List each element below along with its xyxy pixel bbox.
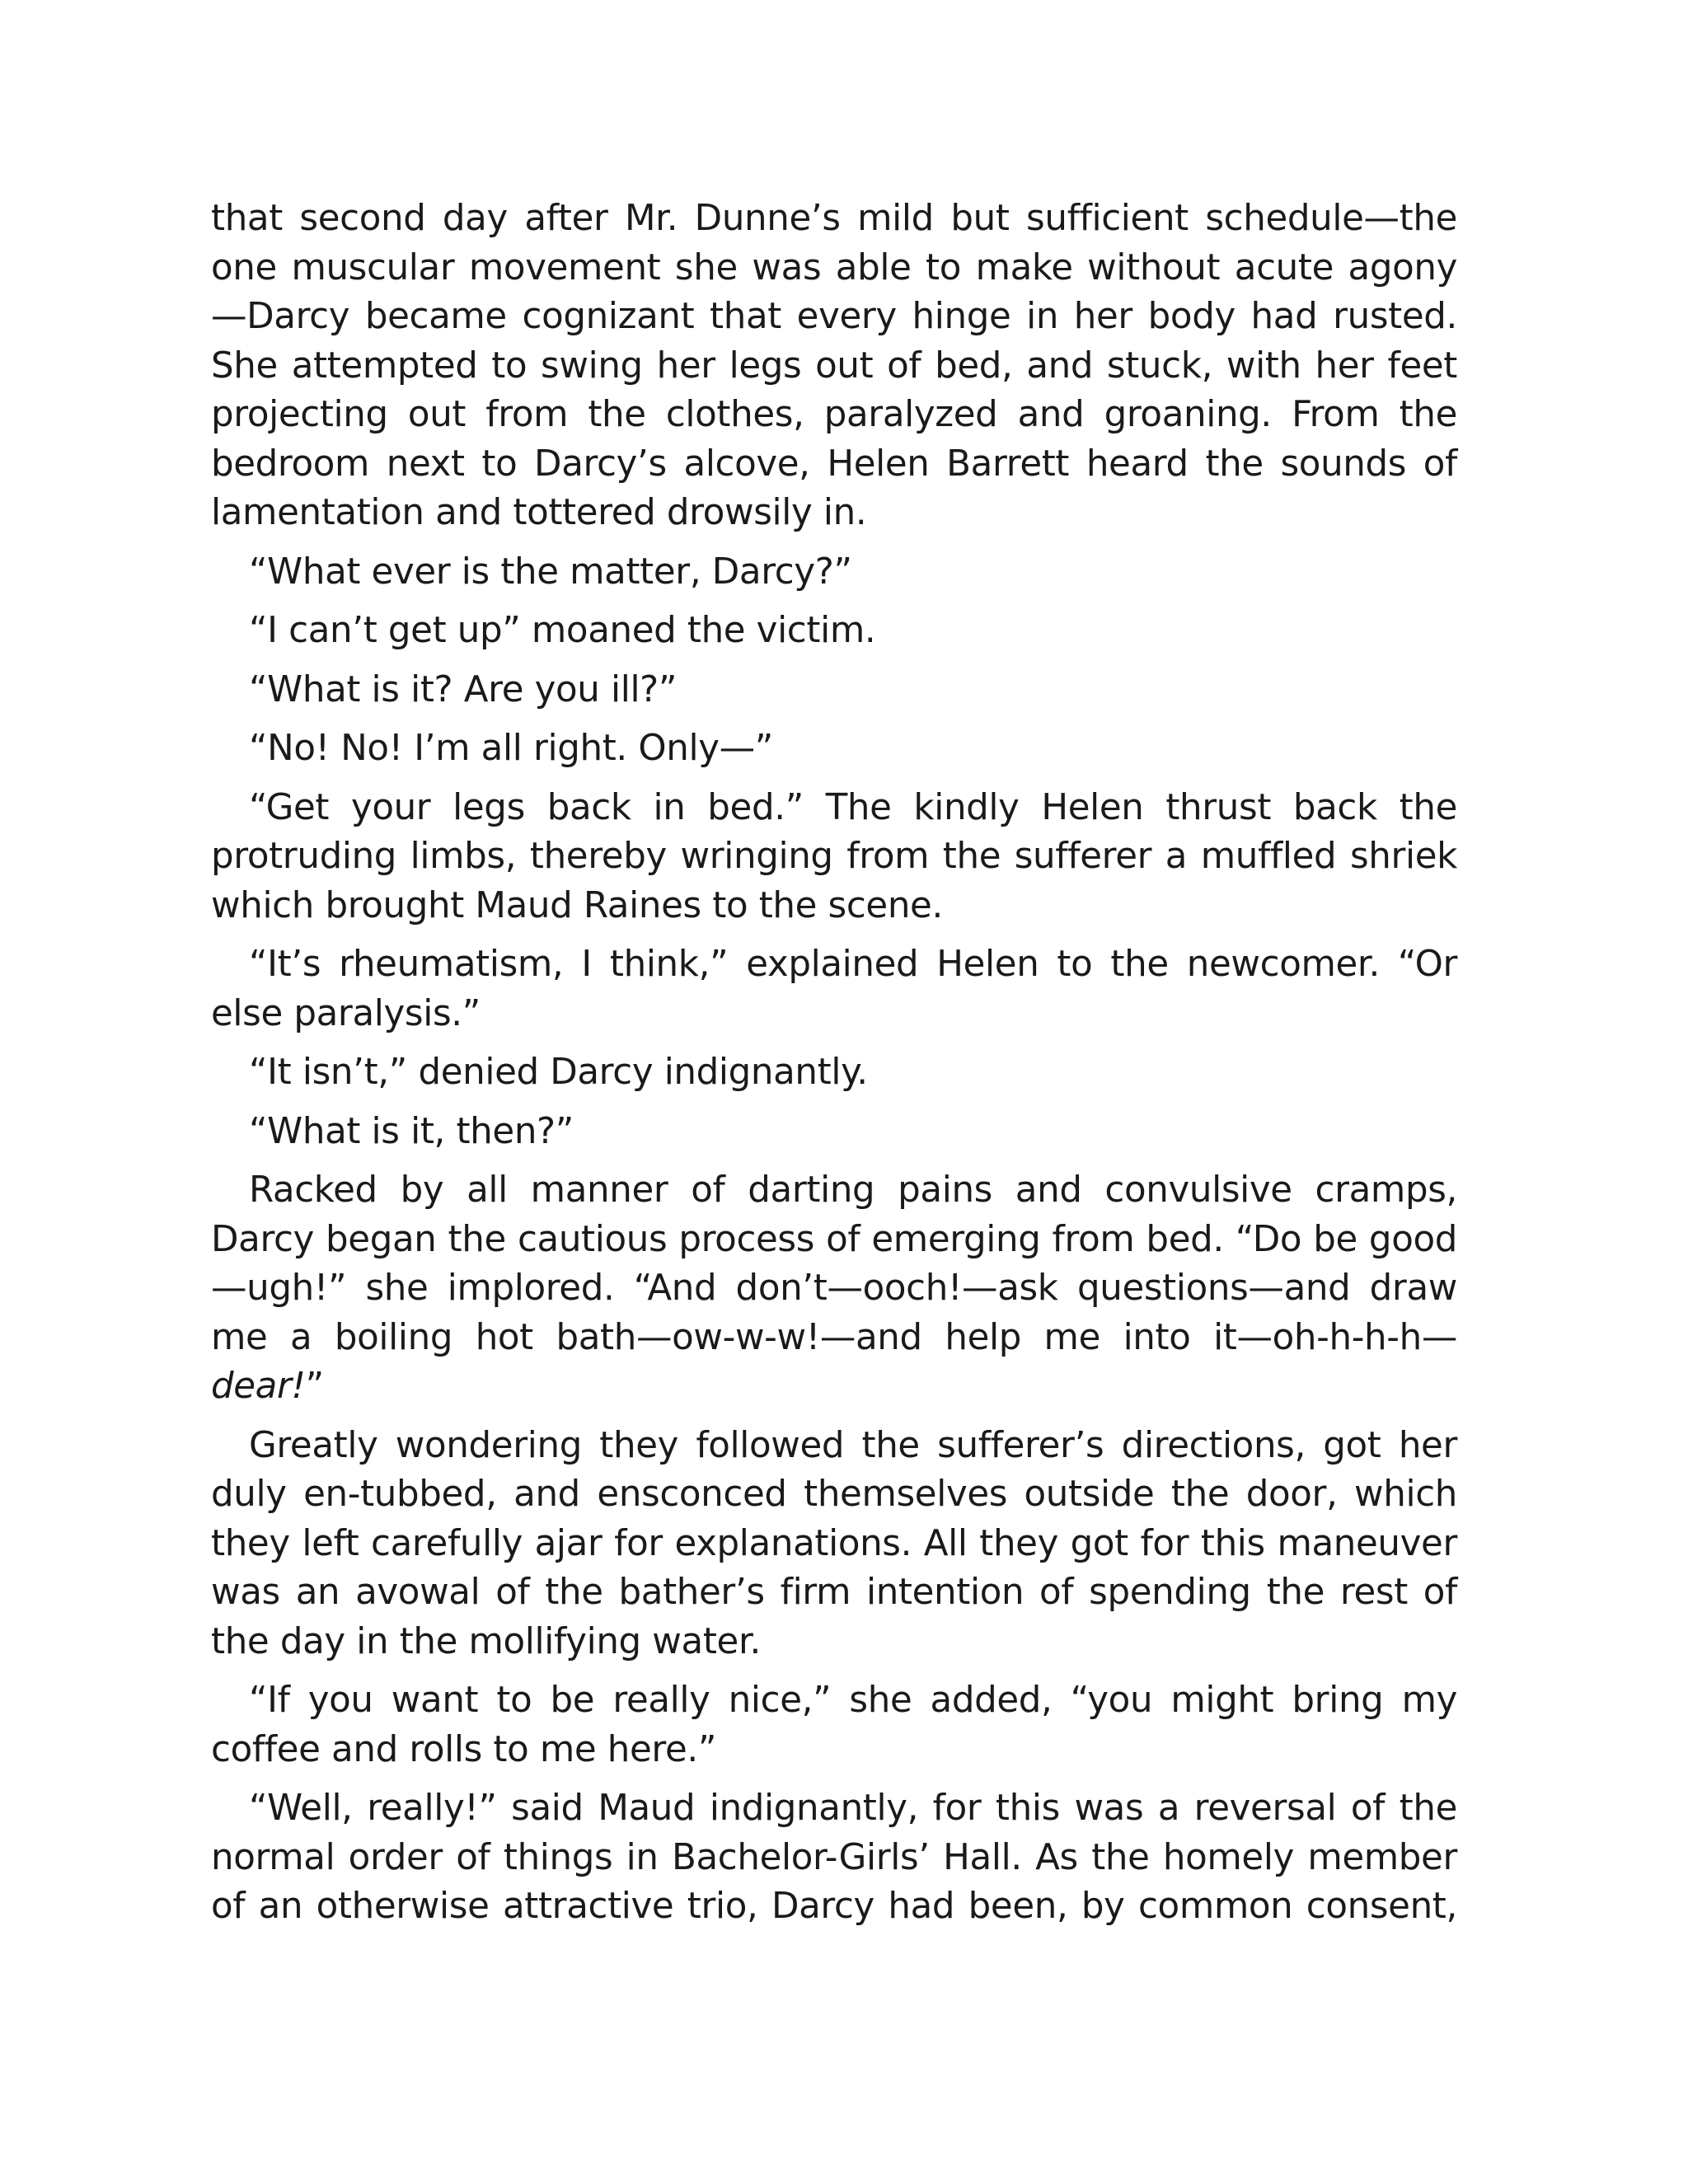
paragraph: “I can’t get up” moaned the victim. <box>249 610 876 651</box>
paragraph: “It isn’t,” denied Darcy indignantly. <box>249 1052 868 1093</box>
paragraph-text: Racked by all manner of darting pains and convulsive cramps, Darcy began the cautious process of emerging from bed. “Do be good—ugh!” she implored. “And don’t—ooch!—ask questions—and draw me a boiling hot bath—ow-w-w!—and help me into it—oh-h-h-h— <box>211 1169 1457 1358</box>
paragraph: “If you want to be really nice,” she added, “you might bring my coffee and rolls to me here.” <box>211 1680 1457 1770</box>
paragraph: “No! No! I’m all right. Only—” <box>249 728 773 769</box>
paragraph: “What is it, then?” <box>249 1110 574 1152</box>
paragraph: “What ever is the matter, Darcy?” <box>249 551 852 593</box>
paragraph: “What is it? Are you ill?” <box>249 668 678 710</box>
italic-emphasis: dear! <box>211 1366 306 1407</box>
paragraph: “Well, really!” said Maud indignantly, for this was a reversal of the normal order of things in Bachelor-Girls’ Hall. As the homely member of an otherwise attractive trio, Darcy had been, by common consent, <box>211 1788 1457 1927</box>
paragraph <box>211 1166 1457 1412</box>
paragraph: “It’s rheumatism, I think,” explained Helen to the newcomer. “Or else paralysis.” <box>211 944 1457 1034</box>
paragraph: Greatly wondering they followed the sufferer’s directions, got her duly en-tubbed, and ensconced themselves outside the door, which they left carefully ajar for explanations. All they got for this maneuver was an avowal of the bather’s firm intention of spending the rest of the day in the mollifying water. <box>211 1424 1457 1662</box>
paragraph: that second day after Mr. Dunne’s mild but sufficient schedule—the one muscular movement she was able to make without acute agony —Darcy became cognizant that every hinge in her body had rusted. She attempted to swing her legs out of bed, and stuck, with her feet projecting out from the clothes, paralyzed and groaning. From the bedroom next to Darcy’s alcove, Helen Barrett heard the sounds of lamentation and tottered drowsily in. <box>211 198 1457 533</box>
paragraph: “Get your legs back in bed.” The kindly Helen thrust back the protruding limbs, thereby wringing from the sufferer a muffled shriek which brought Maud Raines to the scene. <box>211 786 1457 926</box>
closing-quote: ” <box>305 1366 324 1407</box>
book-page <box>211 194 1457 1932</box>
